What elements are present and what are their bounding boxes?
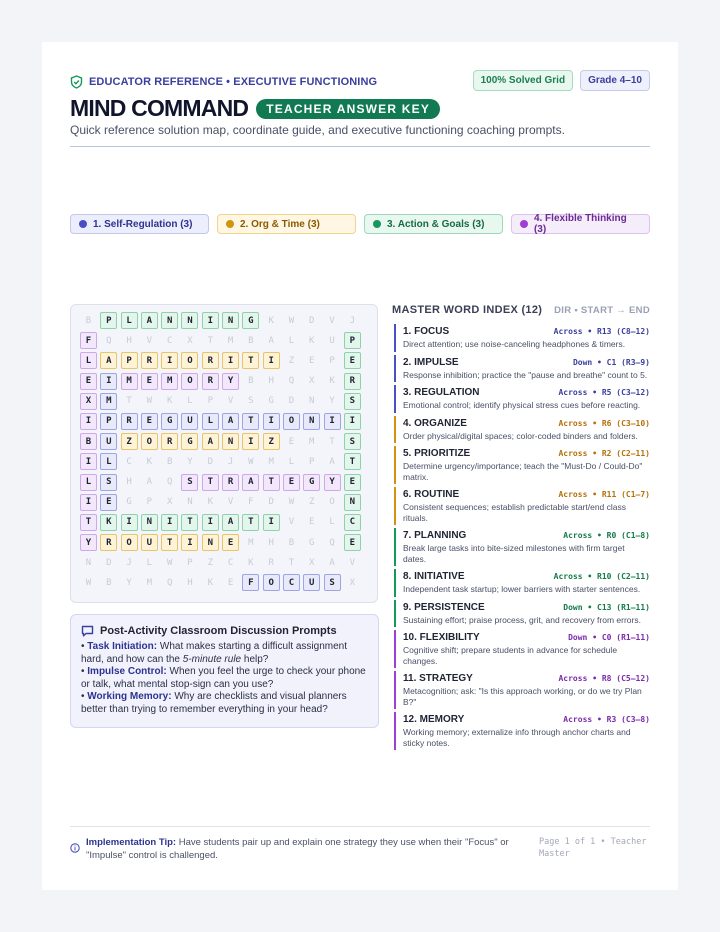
grid-cell-highlighted: C — [344, 514, 361, 531]
grid-cell-highlighted: U — [181, 413, 198, 430]
grid-cell: W — [248, 456, 254, 467]
grid-cell-highlighted: Y — [222, 373, 239, 390]
grid-cell: M — [146, 577, 153, 588]
grid-cell: L — [329, 517, 335, 528]
grid-cell-highlighted: R — [161, 433, 178, 450]
index-entry — [394, 569, 650, 597]
grid-cell-highlighted: N — [303, 413, 320, 430]
grid-cell-highlighted: E — [141, 413, 158, 430]
tip-text: Have students pair up and explain one strategy they use when their "Focus" or "Impulse" control is challenged. — [86, 837, 509, 861]
grid-cell-highlighted: R — [344, 373, 361, 390]
legend-self-regulation — [70, 214, 209, 234]
word-index-header — [392, 304, 650, 316]
entry-description: Response inhibition; practice the "pause and breathe" count to 5. — [403, 369, 648, 380]
entry-position: Down • C13 (R1–11) — [563, 602, 650, 612]
word-index-list — [394, 324, 650, 753]
grid-cell-highlighted: E — [344, 534, 361, 551]
grid-cell-highlighted: G — [242, 312, 259, 329]
grid-cell: W — [166, 557, 173, 568]
grid-cell: A — [329, 557, 335, 568]
page-title: MIND COMMAND — [70, 95, 249, 121]
grid-cell-highlighted: E — [80, 373, 97, 390]
grid-cell-highlighted: X — [80, 393, 97, 410]
grid-cell-highlighted: I — [80, 413, 97, 430]
grid-cell: X — [309, 557, 315, 568]
entry-position: Across • R11 (C1–7) — [558, 490, 650, 499]
entry-word: 2. IMPULSE — [403, 356, 459, 368]
tip-label: Implementation Tip: — [86, 837, 177, 848]
grid-cell-highlighted: N — [161, 312, 178, 329]
grid-cell: E — [309, 355, 315, 366]
grid-cell: P — [309, 456, 315, 467]
grid-cell: T — [288, 557, 295, 568]
grid-cell: F — [248, 497, 254, 508]
grid-cell-highlighted: M — [100, 393, 117, 410]
grid-cell-highlighted: I — [263, 352, 280, 369]
entry-description: Sustaining effort; praise process, grit, and recovery from errors. — [403, 614, 641, 625]
worksheet-page — [42, 42, 678, 890]
grid-cell: Y — [187, 456, 193, 467]
grid-cell: T — [329, 436, 335, 447]
grid-cell-highlighted: R — [202, 373, 219, 390]
dot-icon — [226, 220, 234, 228]
grid-cell-highlighted: L — [121, 312, 138, 329]
grid-cell-highlighted: N — [181, 312, 198, 329]
index-entry — [394, 528, 650, 566]
entry-word: 9. PERSISTENCE — [403, 601, 485, 613]
entry-description: Working memory; externalize info through anchor charts and sticky notes. — [403, 727, 631, 748]
grid-cell-highlighted: I — [80, 453, 97, 470]
grid-cell: H — [187, 577, 193, 588]
discussion-item-emphasis: 5-minute rule — [182, 653, 242, 665]
tip-text-block — [86, 836, 510, 862]
grid-cell: W — [288, 497, 295, 508]
discussion-item-label: Impulse Control: — [87, 666, 167, 677]
grid-cell: M — [309, 436, 315, 447]
implementation-tip — [70, 836, 510, 862]
eyebrow-text: EDUCATOR REFERENCE • EXECUTIVE FUNCTIONING — [89, 76, 378, 88]
grid-cell-highlighted: I — [100, 373, 117, 390]
grid-cell: A — [146, 477, 153, 487]
grid-cell: K — [207, 577, 213, 588]
grid-cell: Q — [166, 477, 173, 487]
grid-cell: H — [126, 335, 132, 346]
grid-cell: Q — [166, 577, 173, 588]
solved-grid-badge: 100% Solved Grid — [473, 70, 573, 91]
entry-position: Across • R8 (C5–12) — [558, 674, 650, 683]
grid-cell-highlighted: E — [344, 352, 361, 369]
legend-action-goals — [364, 214, 503, 234]
grid-cell-highlighted: Z — [121, 433, 138, 450]
discussion-title-row — [81, 625, 368, 637]
grid-cell-highlighted: N — [222, 433, 239, 450]
grid-cell-highlighted: T — [242, 352, 259, 369]
grid-cell-highlighted: I — [202, 514, 219, 531]
entry-word: 7. PLANNING — [403, 530, 467, 541]
grid-cell: T — [126, 396, 132, 407]
grid-cell: C — [166, 335, 173, 346]
grid-cell-highlighted: Z — [263, 433, 280, 450]
index-entry — [394, 355, 650, 383]
grid-cell-highlighted: R — [222, 474, 239, 491]
grid-cell: B — [288, 537, 295, 548]
grid-cell-highlighted: A — [100, 352, 117, 369]
discussion-item-text: What makes starting a difficult assignment hard, and how can the — [81, 641, 348, 665]
grid-cell-highlighted: I — [202, 312, 219, 329]
grid-cell: X — [309, 376, 315, 387]
grid-cell: Y — [126, 577, 132, 588]
grid-cell-highlighted: U — [141, 534, 158, 551]
grid-cell: L — [288, 456, 295, 467]
legend-label: 3. Action & Goals (3) — [387, 218, 485, 230]
grid-cell: D — [207, 456, 213, 467]
grid-cell-highlighted: G — [161, 413, 178, 430]
header-divider — [70, 146, 650, 147]
grid-cell: A — [268, 335, 274, 346]
legend-label: 4. Flexible Thinking (3) — [533, 213, 627, 235]
grid-cell: D — [309, 315, 315, 326]
grid-cell: Z — [288, 355, 295, 366]
grid-cell: R — [268, 557, 274, 568]
discussion-title: Post-Activity Classroom Discussion Prompts — [100, 625, 337, 637]
grid-cell-highlighted: A — [202, 433, 219, 450]
word-search-grid-panel — [70, 304, 378, 603]
answer-key-badge: TEACHER ANSWER KEY — [256, 99, 440, 119]
entry-position: Across • R0 (C1–8) — [563, 531, 650, 540]
grid-cell: V — [227, 497, 234, 508]
grid-cell-highlighted: O — [181, 352, 198, 369]
grid-cell: L — [146, 557, 153, 568]
grid-cell-highlighted: I — [181, 534, 198, 551]
grid-cell-highlighted: T — [202, 474, 219, 491]
grid-cell-highlighted: L — [80, 352, 97, 369]
grid-cell: C — [126, 456, 132, 467]
grid-cell-highlighted: C — [283, 574, 300, 591]
page-subtitle: Quick reference solution map, coordinate guide, and executive functioning coaching prompts. — [70, 123, 565, 137]
grid-cell-highlighted: L — [80, 474, 97, 491]
entry-word: 8. INITIATIVE — [403, 571, 465, 582]
entry-description: Determine urgency/importance; teach the "Must-Do / Could-Do" matrix. — [403, 461, 643, 482]
legend-flexible-thinking — [511, 214, 650, 234]
index-entry — [394, 487, 650, 525]
grid-cell-highlighted: G — [303, 474, 320, 491]
entry-position: Down • C1 (R3–9) — [572, 357, 650, 367]
grid-cell-highlighted: R — [141, 352, 158, 369]
grid-cell: D — [288, 396, 295, 407]
grid-cell: L — [187, 396, 193, 407]
grid-cell: K — [309, 335, 315, 346]
grid-cell: K — [146, 456, 153, 467]
grid-cell: Q — [288, 376, 295, 387]
grid-cell: Z — [207, 557, 213, 568]
legend-label: 2. Org & Time (3) — [240, 218, 320, 230]
grid-cell-highlighted: A — [141, 312, 158, 329]
grid-cell-highlighted: L — [100, 453, 117, 470]
grid-cell-highlighted: A — [222, 413, 239, 430]
grid-cell-highlighted: O — [263, 574, 280, 591]
grid-cell-highlighted: T — [161, 534, 178, 551]
entry-word: 3. REGULATION — [403, 387, 480, 398]
chat-bubble-icon — [81, 625, 94, 637]
entry-word: 5. PRIORITIZE — [403, 448, 471, 459]
grid-cell: B — [248, 376, 254, 387]
grid-cell-highlighted: E — [100, 494, 117, 511]
grid-cell: N — [85, 557, 92, 568]
dot-icon — [520, 220, 528, 228]
word-search-grid — [80, 312, 361, 591]
grid-cell-highlighted: P — [100, 413, 117, 430]
grid-cell: E — [288, 436, 295, 447]
grid-cell: D — [268, 497, 274, 508]
entry-position: Down • C0 (R1–11) — [568, 633, 650, 642]
grid-cell-highlighted: R — [121, 413, 138, 430]
grid-cell-highlighted: A — [222, 514, 239, 531]
grid-cell-highlighted: F — [242, 574, 259, 591]
discussion-item: • Task Initiation: What makes starting a difficult assignment hard, and how can the 5-minute rule help? — [81, 641, 348, 665]
entry-word: 4. ORGANIZE — [403, 417, 467, 429]
index-entry — [394, 446, 650, 484]
index-entry — [394, 600, 650, 628]
legend-label: 1. Self-Regulation (3) — [93, 218, 193, 230]
grid-cell-highlighted: M — [161, 373, 178, 390]
entry-position: Across • R2 (C2–11) — [558, 449, 650, 458]
discussion-item: • Working Memory: Why are checklists and visual planners better than trying to remember everything in your head? — [81, 691, 347, 715]
discussion-item-label: Working Memory: — [87, 691, 172, 702]
grid-cell-highlighted: I — [222, 352, 239, 369]
entry-description: Independent task startup; lower barriers with starter sentences. — [403, 584, 641, 594]
grid-cell: G — [268, 396, 274, 407]
grid-cell-highlighted: M — [121, 373, 138, 390]
grid-cell-highlighted: I — [161, 352, 178, 369]
grid-cell-highlighted: T — [181, 514, 198, 531]
grid-cell-highlighted: R — [202, 352, 219, 369]
entry-position: Across • R6 (C3–10) — [558, 418, 650, 428]
entry-word: 1. FOCUS — [403, 326, 450, 337]
grid-cell: D — [106, 557, 112, 568]
grid-cell-highlighted: T — [242, 514, 259, 531]
grid-cell-highlighted: O — [181, 373, 198, 390]
grid-cell: W — [146, 396, 153, 407]
entry-position: Across • R5 (C3–12) — [558, 388, 650, 397]
badge-group — [473, 70, 650, 91]
grid-cell-highlighted: O — [141, 433, 158, 450]
grid-cell: B — [85, 315, 92, 326]
grid-cell: P — [187, 557, 193, 568]
grid-cell-highlighted: N — [344, 494, 361, 511]
grid-cell: J — [349, 315, 356, 326]
title-row — [70, 95, 650, 122]
index-entry — [394, 416, 650, 444]
grid-cell-highlighted: U — [100, 433, 117, 450]
grid-cell-highlighted: U — [303, 574, 320, 591]
grid-cell: L — [288, 335, 295, 346]
grid-cell-highlighted: S — [100, 474, 117, 491]
grid-cell: E — [309, 517, 315, 528]
grid-cell-highlighted: T — [80, 514, 97, 531]
grid-cell: T — [207, 335, 213, 346]
page-number: Page 1 of 1 • Teacher Master — [539, 837, 647, 859]
grid-cell-highlighted: R — [100, 534, 117, 551]
grid-cell: J — [126, 557, 132, 568]
grid-cell: K — [166, 396, 173, 407]
grid-cell-highlighted: P — [344, 332, 361, 349]
info-icon — [70, 843, 80, 853]
word-index-title: MASTER WORD INDEX (12) — [392, 304, 543, 316]
grid-cell-highlighted: E — [222, 534, 239, 551]
entry-description: Cognitive shift; prepare students in advance for schedule changes. — [403, 645, 618, 666]
grid-cell: U — [329, 335, 335, 346]
grid-cell: P — [207, 396, 213, 407]
grid-cell-highlighted: O — [121, 534, 138, 551]
grid-cell: C — [227, 557, 234, 568]
grid-cell: V — [227, 396, 234, 407]
grid-cell: Z — [309, 497, 315, 508]
grid-cell: G — [126, 497, 132, 508]
grid-cell: G — [309, 537, 315, 548]
grid-cell-highlighted: N — [141, 514, 158, 531]
grid-cell-highlighted: P — [121, 352, 138, 369]
grid-cell-highlighted: E — [344, 474, 361, 491]
footer-divider — [70, 826, 650, 827]
grid-cell-highlighted: Y — [324, 474, 341, 491]
grid-cell: B — [106, 577, 112, 588]
entry-description: Order physical/digital spaces; color-coded binders and folders. — [403, 430, 638, 441]
dot-icon — [373, 220, 381, 228]
grid-cell: K — [329, 376, 335, 387]
grid-cell: N — [187, 497, 193, 508]
grid-cell-highlighted: I — [263, 514, 280, 531]
discussion-item-label: Task Initiation: — [87, 641, 158, 652]
grade-badge: Grade 4–10 — [580, 70, 650, 91]
entry-word: 6. ROUTINE — [403, 489, 460, 500]
entry-word: 10. FLEXIBILITY — [403, 632, 480, 643]
discussion-item-text: Why are checklists and visual planners better than trying to remember everything in your head? — [81, 691, 347, 715]
entry-word: 11. STRATEGY — [403, 673, 473, 684]
grid-cell-highlighted: S — [181, 474, 198, 491]
index-entry — [394, 385, 650, 413]
grid-cell-highlighted: K — [100, 514, 117, 531]
grid-cell: Q — [106, 335, 112, 346]
grid-cell: W — [288, 315, 295, 326]
grid-cell-highlighted: F — [80, 332, 97, 349]
grid-cell-highlighted: N — [202, 534, 219, 551]
grid-cell-highlighted: I — [344, 413, 361, 430]
entry-description: Emotional control; identify physical stress cues before reacting. — [403, 400, 641, 410]
grid-cell-highlighted: I — [80, 494, 97, 511]
grid-cell-highlighted: I — [242, 433, 259, 450]
discussion-item-text-end: help? — [241, 653, 269, 665]
grid-cell: V — [349, 557, 356, 568]
discussion-item-text: When you feel the urge to check your phone or talk, what mental stop-sign can you use? — [81, 666, 366, 690]
grid-cell-highlighted: T — [344, 453, 361, 470]
discussion-prompts-panel — [70, 614, 379, 728]
grid-cell-highlighted: Y — [80, 534, 97, 551]
grid-cell: V — [146, 335, 153, 346]
grid-cell: W — [85, 577, 92, 588]
direction-key: DIR • START → END — [554, 304, 650, 316]
index-entry — [394, 324, 650, 352]
index-entry — [394, 630, 650, 668]
entry-description: Metacognition; ask: "Is this approach working, or do we try Plan B?" — [403, 686, 642, 707]
entry-description: Consistent sequences; establish predictable start/end class rituals. — [403, 502, 627, 523]
entry-position: Across • R10 (C2–11) — [553, 572, 650, 581]
index-entry — [394, 671, 650, 709]
grid-cell: H — [268, 537, 274, 548]
grid-cell: B — [166, 456, 173, 467]
grid-cell-highlighted: A — [242, 474, 259, 491]
entry-position: Across • R3 (C3–8) — [563, 715, 650, 724]
grid-cell-highlighted: I — [324, 413, 341, 430]
grid-cell-highlighted: L — [202, 413, 219, 430]
grid-cell: V — [329, 315, 335, 326]
grid-cell: A — [329, 456, 335, 467]
grid-cell: X — [166, 497, 173, 508]
grid-cell: N — [309, 396, 315, 407]
grid-cell-highlighted: E — [283, 474, 300, 491]
grid-cell-highlighted: I — [121, 514, 138, 531]
legend-org-time — [217, 214, 356, 234]
shield-check-icon — [70, 75, 83, 89]
grid-cell-highlighted: S — [324, 574, 341, 591]
entry-description: Direct attention; use noise-canceling headphones & timers. — [403, 339, 626, 349]
grid-cell-highlighted: T — [242, 413, 259, 430]
grid-cell: X — [349, 577, 356, 588]
grid-cell-highlighted: O — [283, 413, 300, 430]
discussion-item: • Impulse Control: When you feel the urge to check your phone or talk, what mental stop-sign can you use? — [81, 666, 366, 690]
grid-cell: V — [288, 517, 295, 528]
grid-cell: O — [329, 497, 335, 508]
grid-cell: M — [227, 335, 234, 346]
grid-cell: S — [248, 396, 254, 407]
grid-cell: Q — [329, 537, 335, 548]
grid-cell: P — [146, 497, 153, 508]
grid-cell: K — [268, 315, 274, 326]
grid-cell-highlighted: E — [141, 373, 158, 390]
grid-cell-highlighted: P — [100, 312, 117, 329]
grid-cell: M — [248, 537, 254, 548]
grid-cell-highlighted: T — [263, 474, 280, 491]
grid-cell-highlighted: S — [344, 433, 361, 450]
grid-cell: B — [248, 335, 254, 346]
index-entry — [394, 712, 650, 750]
grid-cell: J — [227, 456, 234, 467]
grid-cell-highlighted: I — [263, 413, 280, 430]
grid-cell-highlighted: N — [222, 312, 239, 329]
grid-cell: P — [329, 355, 335, 366]
grid-cell: H — [268, 376, 274, 387]
grid-cell-highlighted: G — [181, 433, 198, 450]
entry-description: Break large tasks into bite-sized milestones with firm target dates. — [403, 543, 625, 564]
grid-cell: X — [187, 335, 193, 346]
grid-cell-highlighted: B — [80, 433, 97, 450]
grid-cell: K — [248, 557, 254, 568]
grid-cell-highlighted: S — [344, 393, 361, 410]
grid-cell: K — [207, 497, 213, 508]
entry-word: 12. MEMORY — [403, 714, 465, 725]
grid-cell: E — [227, 577, 234, 588]
grid-cell: M — [268, 456, 274, 467]
entry-position: Across • R13 (C8–12) — [553, 327, 650, 336]
category-legend — [70, 214, 650, 234]
dot-icon — [79, 220, 87, 228]
grid-cell: Y — [329, 396, 335, 407]
grid-cell-highlighted: I — [161, 514, 178, 531]
grid-cell: H — [126, 477, 132, 487]
